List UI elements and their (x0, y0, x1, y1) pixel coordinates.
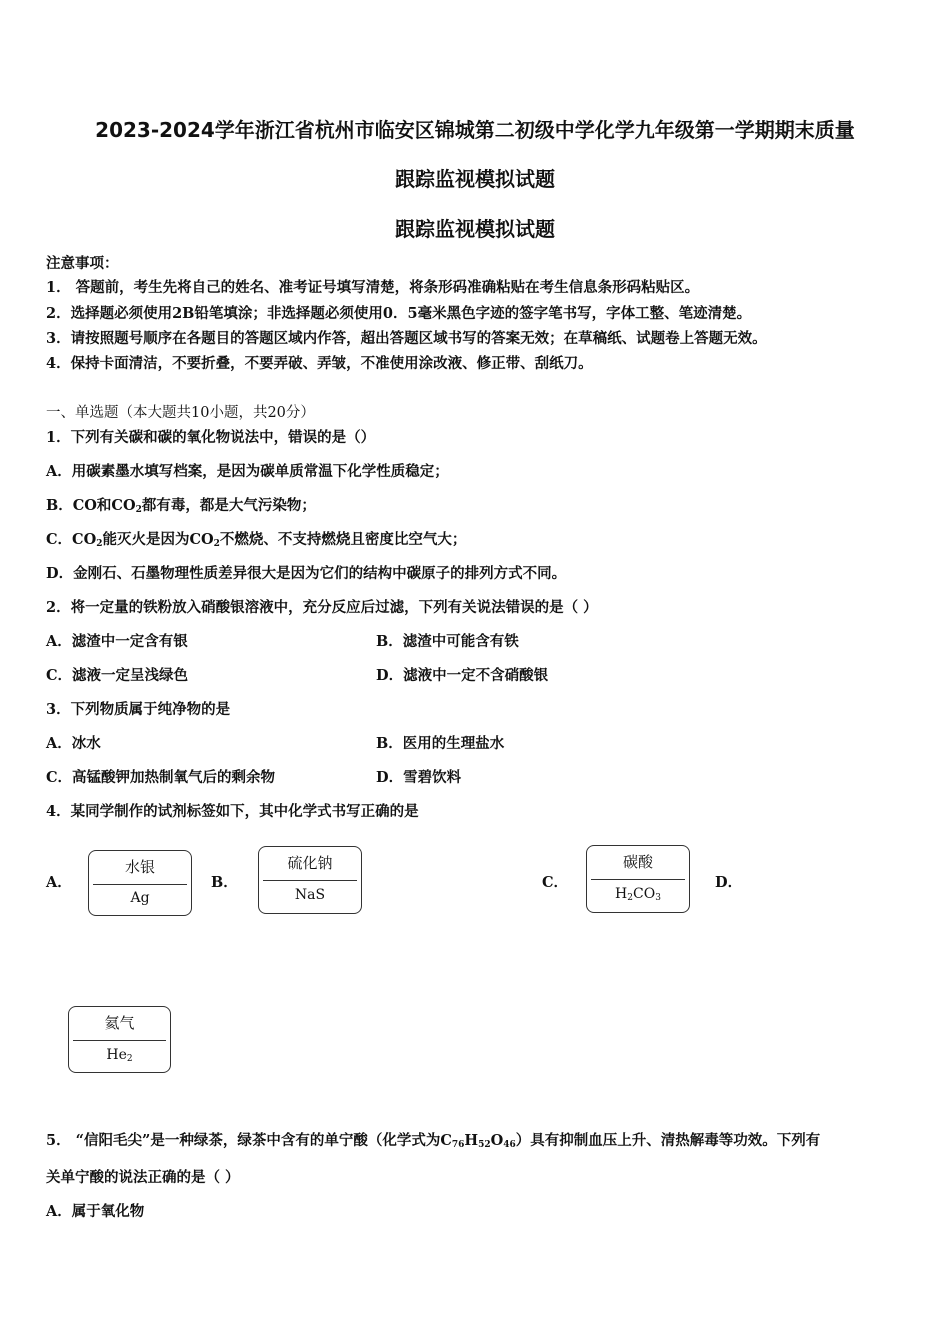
question-2-option-d: D．滤液中一定不含硝酸银 (376, 667, 549, 684)
reagent-label-formula: $He_2$ (106, 1047, 133, 1064)
question-1-option-c: C．$CO_2$能灭火是因为$CO_2$不燃烧、不支持燃烧且密度比空气大； (46, 531, 467, 549)
question-5-option-a: A．属于氧化物 (46, 1203, 145, 1220)
question-3-option-c: C．高锰酸钾加热制氧气后的剩余物 (46, 769, 276, 786)
label-divider (591, 879, 685, 880)
question-1-option-a: A．用碳素墨水填写档案，是因为碳单质常温下化学性质稳定； (46, 463, 449, 480)
reagent-label-name: 硫化钠 (287, 854, 333, 872)
notice-item: 2．选择题必须使用2B铅笔填涂；非选择题必须使用0．5毫米黑色字迹的签字笔书写，字体工整、笔迹清楚。 (46, 305, 752, 322)
question-1-option-b: B．CO和$CO_2$都有毒，都是大气污染物； (46, 497, 316, 515)
reagent-label-formula: $H_2CO_3$ (615, 886, 661, 903)
notice-heading: 注意事项： (46, 255, 119, 272)
reagent-label-c (586, 845, 690, 913)
question-5-stem-line2: 关单宁酸的说法正确的是（ ） (46, 1169, 240, 1186)
exam-title-line1: 2023-2024学年浙江省杭州市临安区锦城第二初级中学化学九年级第一学期期末质量 (95, 118, 855, 142)
question-1-stem: 1．下列有关碳和碳的氧化物说法中，错误的是（） (46, 429, 376, 446)
reagent-label-b (258, 846, 362, 914)
question-4-stem: 4．某同学制作的试剂标签如下，其中化学式书写正确的是 (46, 803, 419, 820)
question-2-stem: 2．将一定量的铁粉放入硝酸银溶液中，充分反应后过滤，下列有关说法错误的是（ ） (46, 599, 598, 616)
question-2-option-b: B．滤渣中可能含有铁 (376, 633, 519, 650)
question-5-stem-line1: 5． “信阳毛尖”是一种绿茶，绿茶中含有的单宁酸（化学式为$C_{76}H_{52}O_{46}$）具有抑制血压上升、清热解毒等功效。下列有 (46, 1132, 821, 1150)
reagent-label-formula: NaS (294, 887, 326, 903)
question-3-option-a: A．冰水 (46, 735, 101, 752)
question-1-option-d: D．金刚石、石墨物理性质差异很大是因为它们的结构中碳原子的排列方式不同。 (46, 565, 567, 582)
question-2-option-c: C．滤液一定呈浅绿色 (46, 667, 189, 684)
label-divider (73, 1040, 166, 1041)
question-3-stem: 3．下列物质属于纯净物的是 (46, 701, 231, 718)
exam-title-line3: 跟踪监视模拟试题 (395, 217, 555, 241)
question-3-option-d: D．雪碧饮料 (376, 769, 462, 786)
notice-item: 1． 答题前，考生先将自己的姓名、准考证号填写清楚，将条形码准确粘贴在考生信息条形码粘贴区。 (46, 279, 700, 296)
question-4-option-c-letter: C． (542, 874, 569, 891)
question-2-option-a: A．滤渣中一定含有银 (46, 633, 188, 650)
question-3-option-b: B．医用的生理盐水 (376, 735, 505, 752)
label-divider (93, 884, 187, 885)
reagent-label-name: 氦气 (104, 1014, 135, 1032)
question-4-option-a-letter: A． (46, 874, 72, 891)
notice-item: 3．请按照题号顺序在各题目的答题区域内作答，超出答题区域书写的答案无效；在草稿纸、试题卷上答题无效。 (46, 330, 767, 347)
reagent-label-name: 水银 (124, 858, 155, 876)
reagent-label-formula: Ag (130, 890, 150, 906)
reagent-label-d (68, 1006, 171, 1073)
reagent-label-a (88, 850, 192, 916)
label-divider (263, 880, 357, 881)
notice-item: 4．保持卡面清洁，不要折叠，不要弄破、弄皱，不准使用涂改液、修正带、刮纸刀。 (46, 355, 593, 372)
exam-title-line2: 跟踪监视模拟试题 (395, 167, 555, 191)
question-4-option-d-letter: D． (715, 874, 743, 891)
section-heading: 一、单选题（本大题共10小题，共20分） (46, 405, 315, 421)
reagent-label-name: 碳酸 (622, 853, 653, 871)
question-4-option-b-letter: B． (211, 874, 238, 891)
